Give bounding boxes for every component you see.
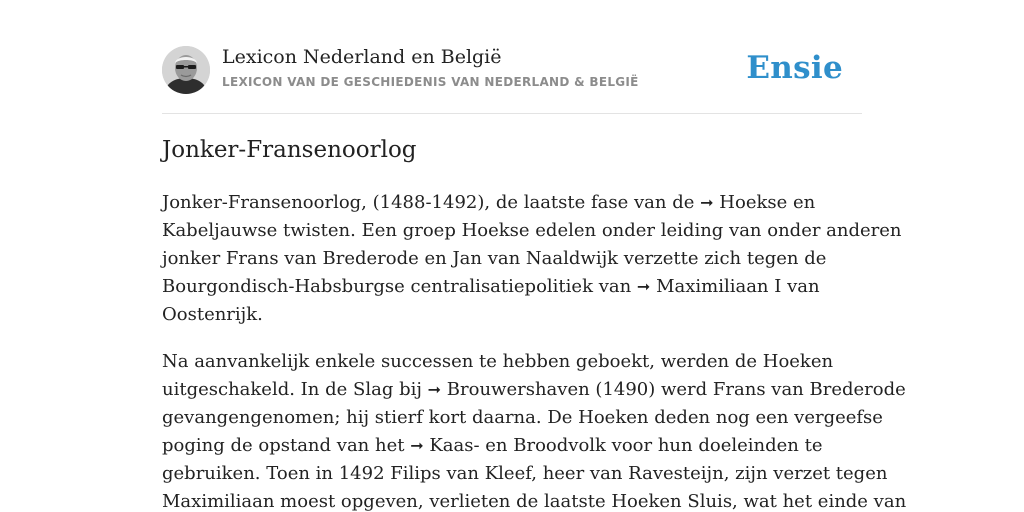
paragraph-1 — [162, 189, 902, 329]
text: Bourgondisch-Habsburgse centralisatiepolitiek van — [162, 276, 637, 297]
avatar-portrait-icon — [162, 46, 210, 94]
link-brouwershaven[interactable] — [428, 379, 590, 400]
text: Na aanvankelijk enkele successen te hebben geboekt, werden de Hoeken — [162, 351, 834, 372]
paragraph-2 — [162, 348, 907, 512]
text: . — [257, 304, 263, 325]
link-text: Oostenrijk — [162, 304, 258, 325]
link-text: Brouwershaven — [446, 379, 590, 400]
page-title: Jonker-Fransenoorlog — [162, 137, 417, 163]
link-text: Maximiliaan I van — [656, 276, 820, 297]
arrow-right-icon: ➞ — [636, 277, 651, 296]
arrow-right-icon: ➞ — [427, 380, 442, 399]
text: Jonker-Fransenoorlog, (1488-1492), de laatste fase van de — [162, 192, 701, 213]
source-name[interactable]: Lexicon Nederland en België — [222, 46, 502, 68]
link-text: Kaas- en Broodvolk — [429, 435, 606, 456]
text: jonker Frans van Brederode en Jan van Naaldwijk verzette zich tegen de — [162, 248, 827, 269]
article-body — [162, 189, 907, 512]
text: gebruiken. Toen in 1492 Filips van Kleef, heer van Ravesteijn, zijn verzet tegen — [162, 463, 888, 484]
text: poging de opstand van het — [162, 435, 411, 456]
link-text: Kabeljauwse twisten — [162, 220, 351, 241]
text: Maximiliaan moest opgeven, verlieten de laatste Hoeken Sluis, wat het einde van — [162, 491, 907, 512]
arrow-right-icon: ➞ — [700, 193, 714, 212]
source-header — [162, 46, 862, 114]
text: (1490) werd Frans van Brederode — [589, 379, 906, 400]
link-kaas-en-broodvolk[interactable] — [410, 435, 606, 456]
text: gevangengenomen; hij stierf kort daarna. De Hoeken deden nog een vergeefse — [162, 407, 883, 428]
text: voor hun doeleinden te — [605, 435, 823, 456]
text: . Een groep Hoekse edelen onder leiding van onder anderen — [350, 220, 902, 241]
ensie-logo[interactable]: Ensie — [746, 50, 843, 86]
arrow-right-icon: ➞ — [410, 436, 424, 455]
author-avatar[interactable] — [162, 46, 210, 94]
text: uitgeschakeld. In de Slag bij — [162, 379, 428, 400]
link-text: Hoekse en — [719, 192, 816, 213]
source-subtitle: LEXICON VAN DE GESCHIEDENIS VAN NEDERLAND & BELGIË — [222, 75, 639, 89]
